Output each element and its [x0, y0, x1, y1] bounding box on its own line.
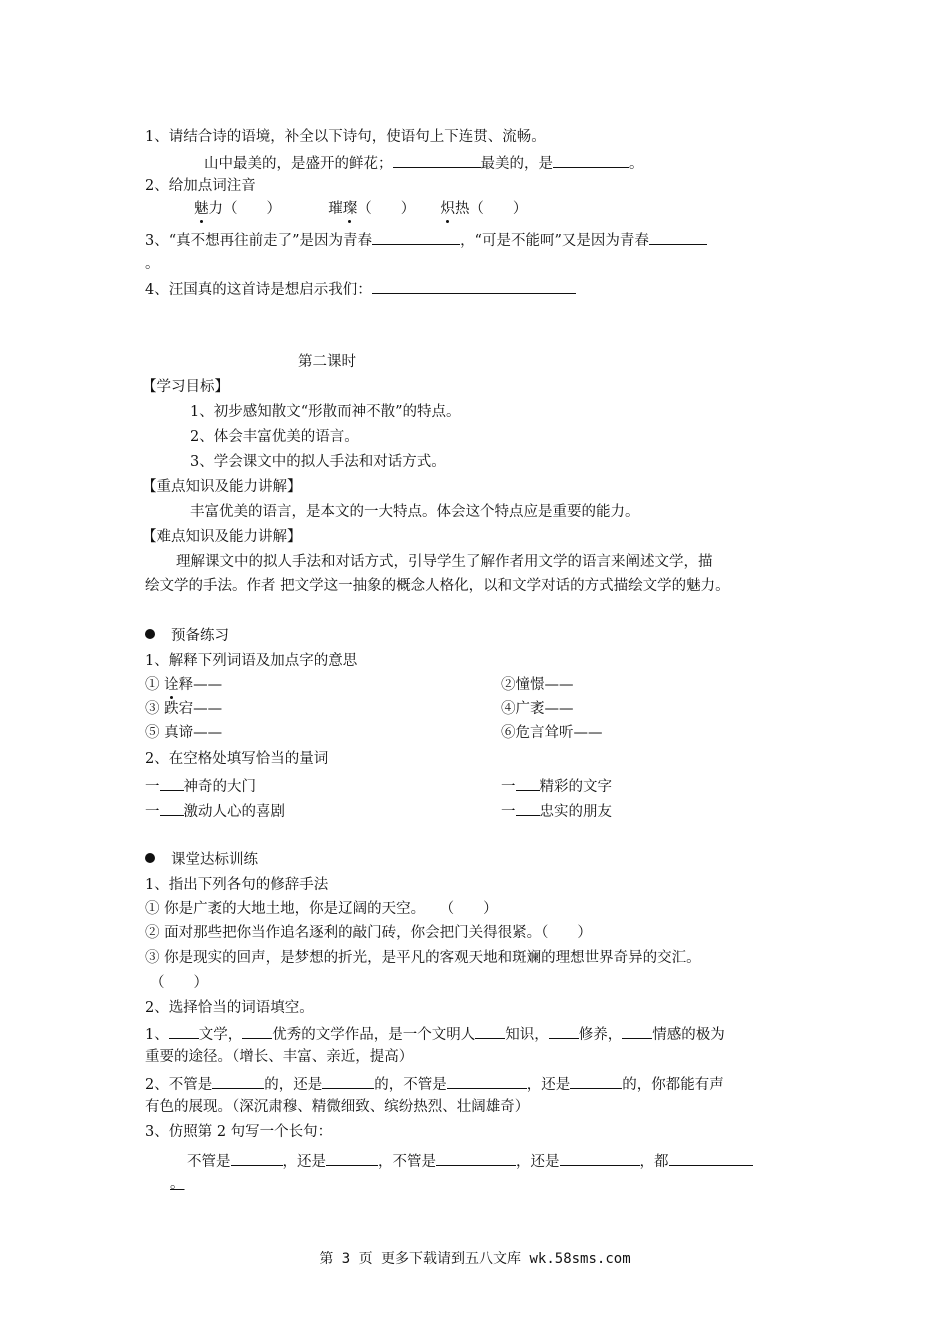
question-1-line: 山中最美的，是盛开的鲜花； 最美的，是 。: [204, 152, 644, 174]
difficulty-text: 理解课文中的拟人手法和对话方式，引导学生了解作者用文学的语言来阐述文学，描: [176, 554, 713, 570]
answer-blank[interactable]: [372, 278, 576, 294]
answer-blank[interactable]: [560, 1150, 640, 1166]
rhetoric-answer: （ ）: [150, 975, 208, 991]
answer-blank[interactable]: [447, 1073, 527, 1089]
question-3: 3、“真不想再往前走了”是因为青春 ，“可是不能呵”又是因为青春: [145, 229, 707, 251]
fill-sentence-1: 1、 文学， 优秀的文学作品，是一个文明人 知识， 修养， 情感的极为: [145, 1023, 725, 1045]
goal-item: 3、学会课文中的拟人手法和对话方式。: [190, 454, 446, 470]
answer-blank[interactable]: [242, 1023, 272, 1039]
answer-blank[interactable]: [549, 1023, 579, 1039]
answer-blank[interactable]: [160, 775, 184, 791]
dotted-char: 诠: [164, 677, 179, 693]
answer-blank[interactable]: [393, 152, 481, 168]
drill-question-3: 3、仿照第 2 句写一个长句：: [145, 1124, 333, 1140]
dotted-char: 炽: [440, 201, 455, 217]
fill-sentence-2-cont: 有色的展现。（深沉肃穆、精微细致、缤纷热烈、壮阔雄奇）: [145, 1099, 530, 1115]
vocab-row: ① 诠释—— ②憧憬——: [145, 677, 574, 693]
bullet-icon: [145, 853, 155, 863]
answer-blank[interactable]: [436, 1150, 516, 1166]
page-footer: 第 3 页 更多下载请到五八文库 wk.58sms.com: [319, 1251, 631, 1267]
fill-sentence-1-cont: 重要的途径。（增长、丰富、亲近，提高）: [145, 1049, 414, 1065]
answer-blank[interactable]: [553, 152, 629, 168]
answer-blank[interactable]: [212, 1073, 264, 1089]
long-sentence: 不管是 ，还是 ，不管是 ，还是 ，都: [187, 1150, 753, 1172]
question-1: 1、请结合诗的语境，补全以下诗句，使语句上下连贯、流畅。: [145, 129, 546, 145]
answer-blank[interactable]: [622, 1023, 652, 1039]
goal-item: 2、体会丰富优美的语言。: [190, 429, 359, 445]
rhetoric-sentence: ③ 你是现实的回声，是梦想的折光，是平凡的客观天地和斑斓的理想世界奇异的交汇。: [145, 950, 701, 966]
vocab-item: ②憧憬——: [501, 677, 574, 693]
question-3-end: 。: [145, 256, 160, 272]
vocab-row: ③ 跌宕—— ④广袤——: [145, 701, 574, 717]
answer-blank[interactable]: [516, 775, 540, 791]
dotted-char: 璨: [342, 201, 358, 217]
drill-question-2: 2、选择恰当的词语填空。: [145, 1000, 314, 1016]
prep-question-2: 2、在空格处填写恰当的量词: [145, 751, 329, 767]
answer-blank[interactable]: [669, 1150, 753, 1166]
lesson-title: 第二课时: [298, 354, 356, 370]
difficulty-text: 绘文学的手法。作者 把文学这一抽象的概念人格化，以和文学对话的方式描绘文学的魅力。: [145, 578, 730, 594]
drill-question-1: 1、指出下列各句的修辞手法: [145, 877, 329, 893]
measure-row: 一 神奇的大门 一 精彩的文字: [145, 775, 256, 797]
bullet-icon: [145, 629, 155, 639]
difficulty-header: 【难点知识及能力讲解】: [142, 529, 302, 545]
measure-row: 一 激动人心的喜剧 一 忠实的朋友: [145, 800, 285, 822]
vocab-item: ⑥危言耸听——: [501, 725, 603, 741]
key-text: 丰富优美的语言，是本文的一大特点。体会这个特点应是重要的能力。: [190, 504, 640, 520]
answer-blank[interactable]: [475, 1023, 505, 1039]
key-header: 【重点知识及能力讲解】: [142, 479, 302, 495]
prep-question-1: 1、解释下列词语及加点字的意思: [145, 653, 358, 669]
q1-line-a: 山中最美的，是盛开的鲜花；: [204, 156, 393, 172]
answer-blank[interactable]: [372, 229, 460, 245]
question-4: 4、汪国真的这首诗是想启示我们：: [145, 278, 576, 300]
answer-blank[interactable]: [160, 800, 184, 816]
prep-header: 预备练习: [145, 626, 229, 646]
answer-blank[interactable]: [570, 1073, 622, 1089]
vocab-row: ⑤ 真谛—— ⑥危言耸听——: [145, 725, 603, 741]
answer-blank[interactable]: [231, 1150, 283, 1166]
answer-blank[interactable]: [516, 800, 540, 816]
rhetoric-sentence: ① 你是广袤的大地土地，你是辽阔的天空。 （ ）: [145, 901, 498, 917]
fill-sentence-2: 2、不管是 的，还是 的，不管是 ，还是 的，你都能有声: [145, 1073, 724, 1095]
drill-header: 课堂达标训练: [145, 850, 258, 870]
rhetoric-sentence: ② 面对那些把你当作追名逐利的敲门砖，你会把门关得很紧。（ ）: [145, 925, 592, 941]
dotted-char: 魅: [194, 201, 209, 217]
answer-blank[interactable]: [322, 1073, 374, 1089]
vocab-item: ④广袤——: [501, 701, 574, 717]
pinyin-row: 魅力（ ） 璀璨（ ） 炽热（ ）: [194, 201, 528, 217]
goals-header: 【学习目标】: [142, 379, 229, 395]
long-sentence-end: 。: [170, 1176, 185, 1192]
answer-blank[interactable]: [169, 1023, 199, 1039]
answer-blank[interactable]: [649, 229, 707, 245]
goal-item: 1、初步感知散文“形散而神不散”的特点。: [190, 404, 461, 420]
question-2: 2、给加点词注音: [145, 178, 256, 194]
answer-blank[interactable]: [326, 1150, 378, 1166]
q1-line-b: 最美的，是: [480, 156, 553, 172]
